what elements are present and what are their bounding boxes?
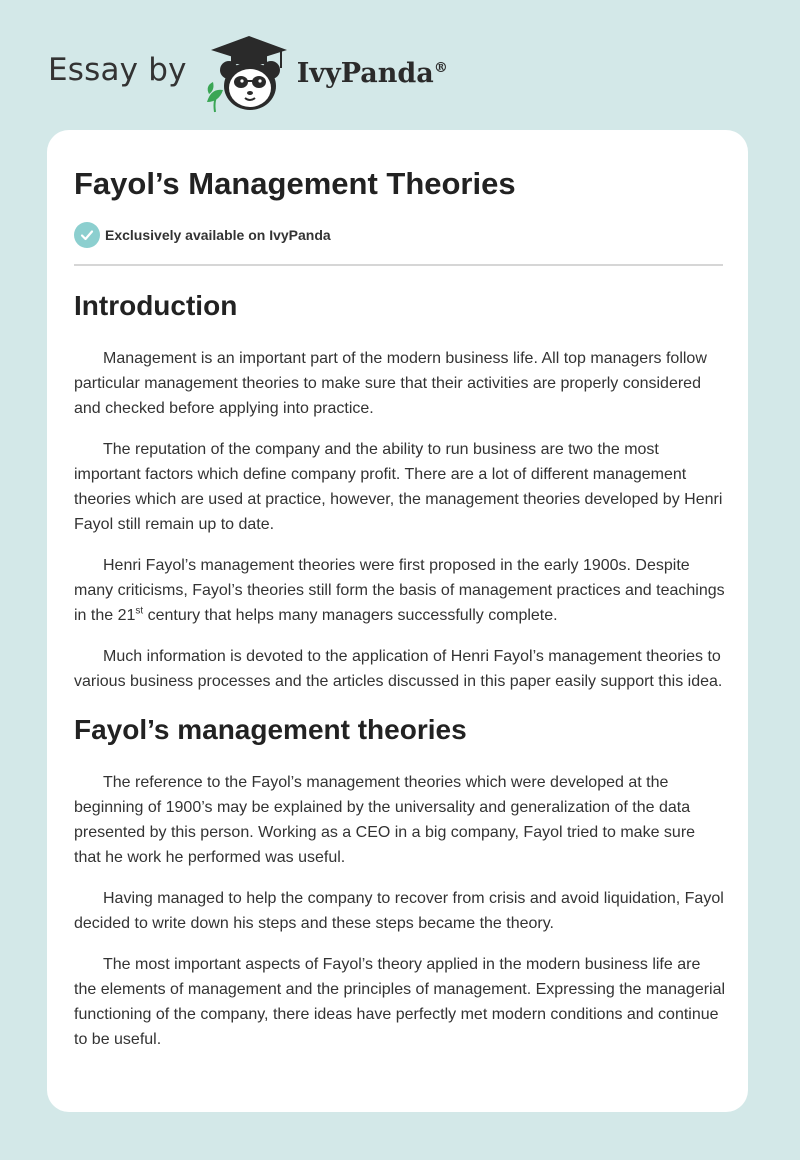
paragraph: Management is an important part of the modern business life. All top managers follow particular management theories to make sure that their activities are properly considered and checked before applying into practice.	[74, 350, 707, 417]
site-header	[48, 30, 448, 115]
check-icon	[74, 222, 100, 248]
brand-name[interactable]: IvyPanda®	[296, 58, 448, 89]
paragraph: Much information is devoted to the application of Henri Fayol’s management theories to various business processes and the articles discussed in this paper easily support this idea.	[74, 648, 723, 690]
paragraph: The reference to the Fayol’s management theories which were developed at the beginning of 1900’s may be explained by the universality and generalization of the data presented by this person. Working as a CEO in a big company, Fayol tried to make sure that he work he performed was useful.	[74, 774, 696, 866]
exclusive-badge	[74, 222, 722, 248]
paragraph: The reputation of the company and the ability to run business are two the most important factors which define company profit. There are a lot of different management theories which are used at practice, however, the management theories developed by Henri Fayol still remain up to date.	[74, 441, 723, 533]
badge-text: Exclusively available on IvyPanda	[105, 227, 331, 243]
paragraph: The most important aspects of Fayol’s theory applied in the modern business life are the elements of management and the principles of management. Expressing the managerial functioning of the company, there ideas have perfectly met modern conditions and continue to be useful.	[74, 956, 726, 1048]
section-heading-introduction: Introduction	[74, 290, 238, 321]
divider	[74, 264, 723, 266]
essay-card	[47, 130, 748, 1112]
section-heading-fayol-theories: Fayol’s management theories	[74, 714, 467, 745]
essay-by-label: Essay by	[48, 51, 187, 88]
paragraph: Having managed to help the company to recover from crisis and avoid liquidation, Fayol decided to write down his steps and these steps became the theory.	[74, 890, 724, 932]
panda-graduate-icon[interactable]	[201, 32, 293, 114]
page-title: Fayol’s Management Theories	[74, 166, 516, 201]
paragraph: Henri Fayol’s management theories were first proposed in the early 1900s. Despite many criticisms, Fayol’s theories still form the basis of management practices and teachings in the 21st century that helps many managers successfully complete.	[74, 557, 725, 624]
